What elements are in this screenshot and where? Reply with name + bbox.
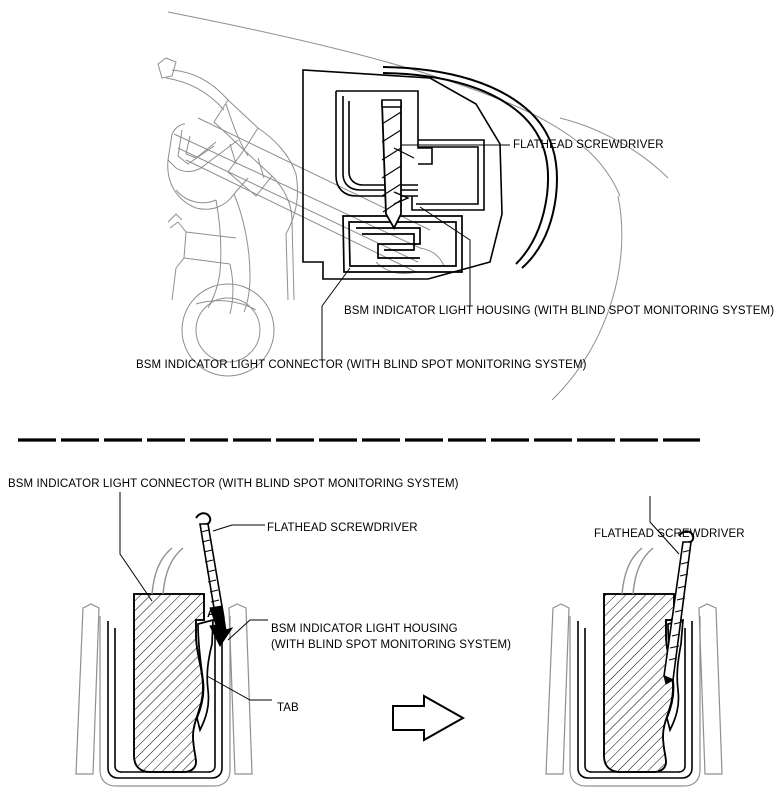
section-divider-graphics xyxy=(0,430,776,450)
top-label-flathead-screwdriver: FLATHEAD SCREWDRIVER xyxy=(513,139,664,151)
bottom-right-label-flathead-screwdriver: FLATHEAD SCREWDRIVER xyxy=(594,528,745,540)
bottom-label-bsm-housing-line1: BSM INDICATOR LIGHT HOUSING xyxy=(271,623,458,635)
bottom-label-flathead-screwdriver: FLATHEAD SCREWDRIVER xyxy=(267,522,418,534)
process-arrow-shape xyxy=(393,696,463,740)
top-label-bsm-connector: BSM INDICATOR LIGHT CONNECTOR (WITH BLIND SPOT MONITORING SYSTEM) xyxy=(136,359,587,371)
bottom-label-tab: TAB xyxy=(277,702,299,714)
direction-marker-a: A xyxy=(207,608,216,620)
bottom-label-bsm-connector: BSM INDICATOR LIGHT CONNECTOR (WITH BLIND SPOT MONITORING SYSTEM) xyxy=(8,478,459,490)
top-label-bsm-housing: BSM INDICATOR LIGHT HOUSING (WITH BLIND SPOT MONITORING SYSTEM) xyxy=(344,305,775,317)
bottom-label-bsm-housing-line2: (WITH BLIND SPOT MONITORING SYSTEM) xyxy=(271,639,512,651)
